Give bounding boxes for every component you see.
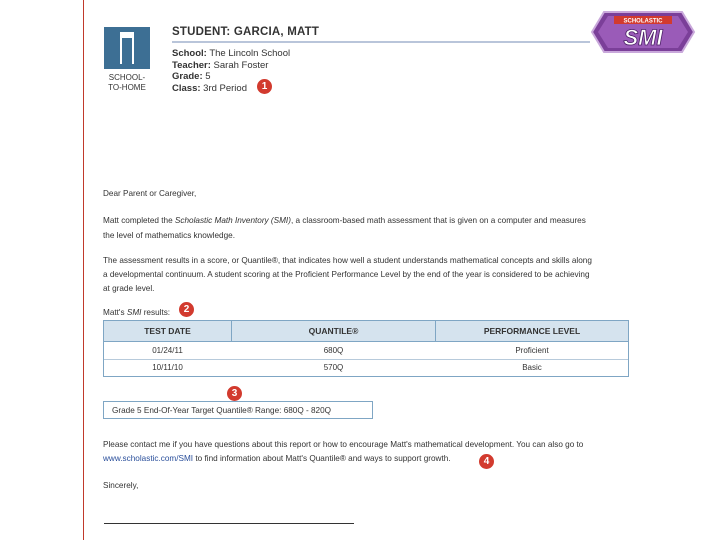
school-to-home-logo [104, 27, 150, 69]
p2-line3: at grade level. [103, 284, 155, 293]
contact-line1: Please contact me if you have questions about this report or how to encourage Matt's mathematical development. You can also go to [103, 440, 584, 449]
contact-line2: to find information about Matt's Quantile® and ways to support growth. [193, 454, 451, 463]
p2-line1: The assessment results in a score, or Quantile®, that indicates how well a student understands mathematical concepts and skills along [103, 256, 592, 265]
grade-value: 5 [205, 71, 211, 82]
callout-badge-1: 1 [257, 79, 272, 94]
header-quantile: QUANTILE® [308, 326, 359, 336]
greeting: Dear Parent or Caregiver, [103, 189, 197, 198]
class-value: 3rd Period [203, 82, 247, 94]
contact-paragraph [103, 438, 583, 465]
logo-caption-line1: SCHOOL- [108, 73, 146, 82]
callout-badge-4: 4 [479, 454, 494, 469]
scholastic-wordmark: SCHOLASTIC [623, 18, 663, 25]
grade-label: Grade: [172, 71, 203, 82]
p2-line2: a developmental continuum. A student scoring at the Proficient Performance Level by the end of the year is considered to be achieving [103, 270, 590, 279]
class-label: Class: [172, 82, 201, 94]
row2-level: Basic [522, 363, 542, 372]
paragraph-2 [103, 254, 592, 295]
teacher-value: Sarah Foster [213, 59, 269, 71]
title-divider [172, 41, 590, 43]
smi-wordmark: SMI [623, 25, 663, 50]
teacher-label: Teacher: [172, 59, 211, 71]
margin-line [83, 0, 84, 540]
results-text-a: Matt's [103, 308, 127, 317]
student-info [172, 48, 290, 94]
smi-website-link[interactable]: www.scholastic.com/SMI [103, 454, 194, 463]
results-table [103, 320, 629, 377]
row2-quantile: 570Q [323, 363, 344, 372]
callout-badge-2: 2 [179, 302, 194, 317]
target-quantile-range: Grade 5 End-Of-Year Target Quantile® Range: 680Q - 820Q [103, 401, 373, 419]
results-caption [103, 306, 170, 319]
signature-line [104, 523, 354, 524]
student-title: STUDENT: GARCIA, MATT [172, 26, 320, 38]
header-performance-level: PERFORMANCE LEVEL [483, 326, 581, 336]
school-label: School: [172, 48, 207, 59]
door-icon [120, 32, 134, 64]
scholastic-smi-logo [590, 10, 696, 54]
closing: Sincerely, [103, 481, 139, 490]
row1-quantile: 680Q [323, 346, 344, 355]
table-header [104, 321, 628, 342]
row2-date: 10/11/10 [152, 363, 183, 372]
logo-caption-line2: TO-HOME [108, 83, 146, 92]
logo-caption [100, 73, 154, 93]
row1-level: Proficient [515, 346, 549, 355]
paragraph-1 [103, 214, 586, 242]
header-test-date: TEST DATE [144, 326, 191, 336]
school-value: The Lincoln School [209, 48, 291, 59]
results-text-b: results: [141, 308, 171, 317]
p1-text-a: Matt completed the [103, 216, 175, 225]
results-smi: SMI [126, 308, 142, 317]
callout-badge-3: 3 [227, 386, 242, 401]
p1-product-name: Scholastic Math Inventory (SMI) [174, 216, 291, 225]
p1-text-b: , a classroom-based math assessment that is given on a computer and measures [290, 216, 586, 225]
p1-line2: the level of mathematics knowledge. [103, 231, 235, 240]
row1-date: 01/24/11 [152, 346, 183, 355]
